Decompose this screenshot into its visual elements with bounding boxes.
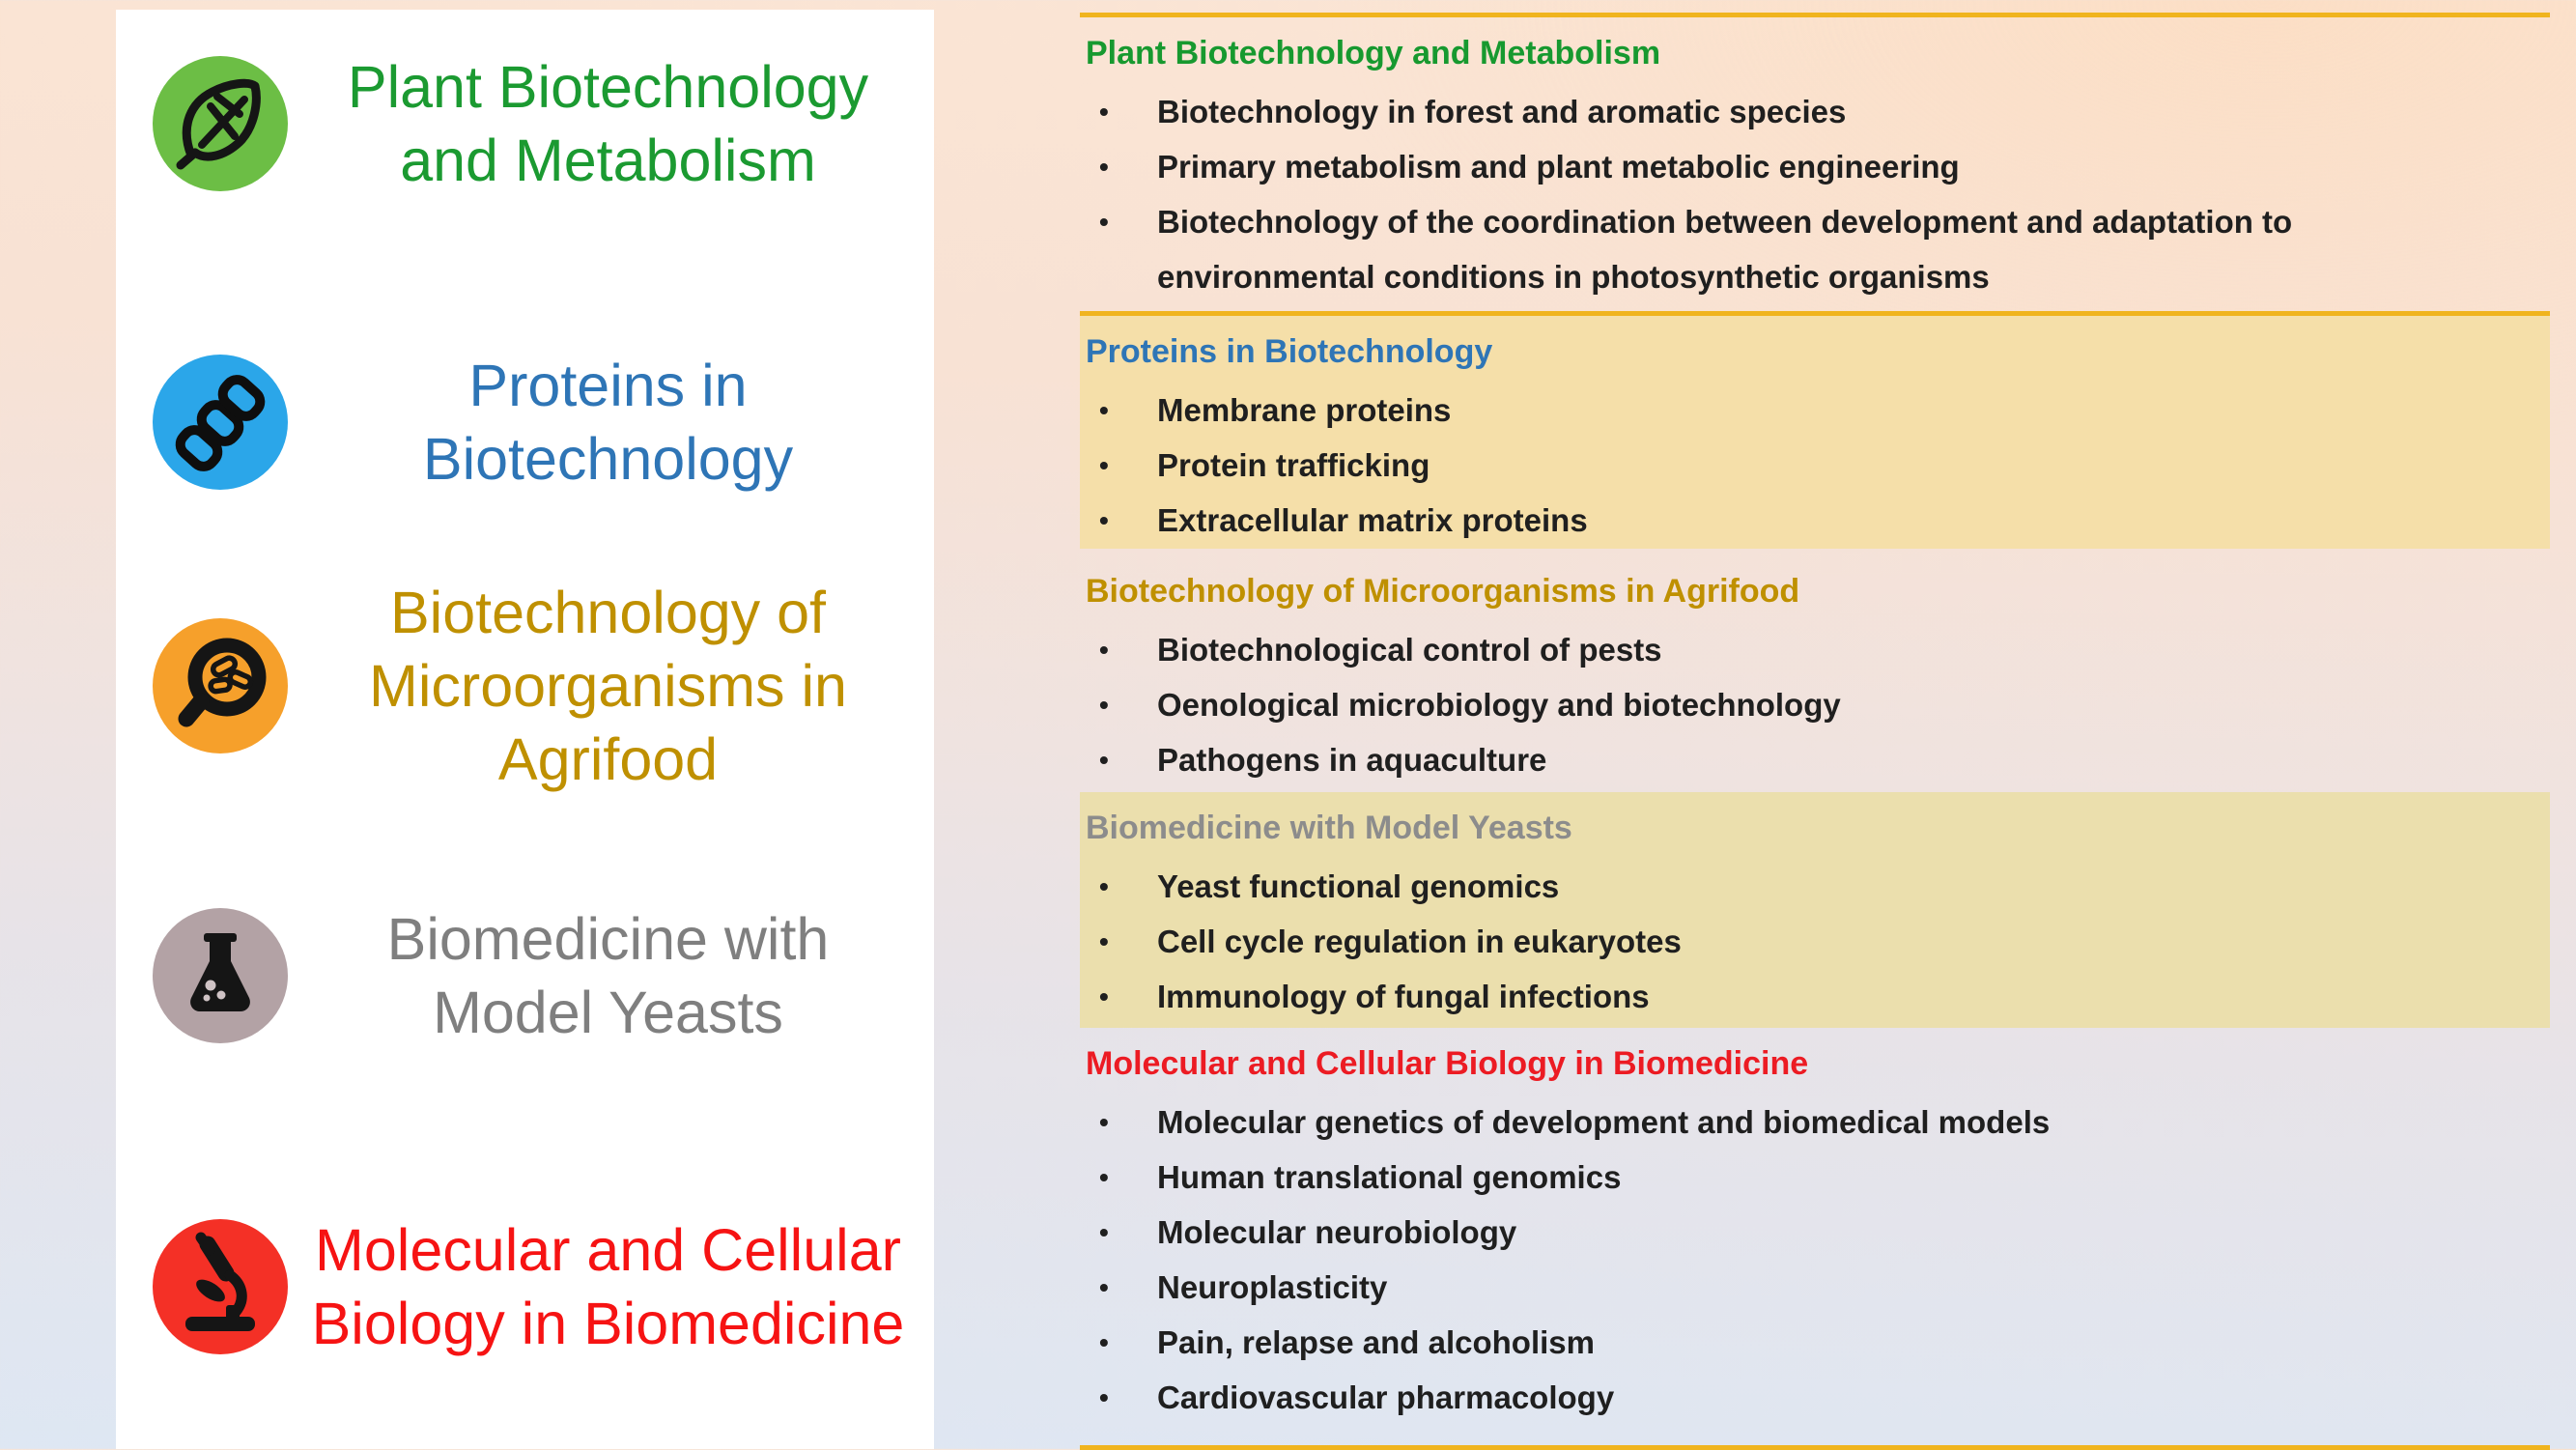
sidebar-item-proteins — [116, 355, 934, 490]
section-title: Molecular and Cellular Biology in Biomedicine — [1086, 1045, 1809, 1082]
bullet-item: • Biotechnology of the coordination between development and adaptation to environmental conditions in photosynthetic organisms — [1086, 194, 2384, 304]
label-line: and Metabolism — [400, 128, 816, 193]
section-proteins — [1080, 316, 2550, 549]
label-line: Molecular and Cellular — [315, 1217, 901, 1283]
label-line: Agrifood — [497, 726, 719, 792]
bullet-list — [1086, 1095, 2521, 1425]
label-line: Biomedicine with — [386, 906, 830, 972]
section-title: Plant Biotechnology and Metabolism — [1086, 35, 1661, 71]
microbe-magnifier-icon — [153, 618, 288, 753]
bullet-list — [1086, 859, 2521, 1024]
category-panel — [116, 10, 934, 1449]
sidebar-item-label — [288, 1213, 934, 1360]
label-line: Biology in Biomedicine — [311, 1291, 905, 1356]
sidebar-item-plant-biotechnology — [116, 56, 934, 191]
label-line: Biotechnology — [422, 426, 794, 492]
bullet-item: • Biotechnological control of pests — [1086, 622, 2384, 677]
bullet-list — [1086, 622, 2521, 787]
label-line: Microorganisms in — [369, 653, 847, 719]
section-title: Biotechnology of Microorganisms in Agrifood — [1086, 573, 1800, 610]
divider-bottom — [1080, 1445, 2550, 1450]
sidebar-item-label — [288, 50, 934, 197]
bullet-item: • Protein trafficking — [1086, 438, 2384, 493]
section-model-yeasts — [1080, 792, 2550, 1028]
bullet-item: • Oenological microbiology and biotechnology — [1086, 677, 2384, 732]
bullet-item: • Biotechnology in forest and aromatic species — [1086, 84, 2384, 139]
bullet-item: • Molecular neurobiology — [1086, 1205, 2384, 1260]
section-molecular-biology — [1080, 1028, 2550, 1445]
label-line: Model Yeasts — [433, 980, 783, 1045]
leaf-icon — [153, 56, 288, 191]
bullet-item: • Yeast functional genomics — [1086, 859, 2384, 914]
bullet-item: • Immunology of fungal infections — [1086, 969, 2384, 1024]
sidebar-item-label — [288, 349, 934, 496]
sidebar-item-model-yeasts — [116, 908, 934, 1043]
detail-panel — [1080, 13, 2550, 1450]
section-microorganisms — [1080, 549, 2550, 792]
sidebar-item-label — [288, 902, 934, 1049]
label-line: Plant Biotechnology — [347, 54, 869, 120]
section-plant-biotechnology — [1080, 17, 2550, 311]
bullet-item: • Cardiovascular pharmacology — [1086, 1370, 2384, 1425]
sidebar-item-microorganisms — [116, 580, 934, 792]
bullet-item: • Pathogens in aquaculture — [1086, 732, 2384, 787]
bullet-item: • Primary metabolism and plant metabolic engineering — [1086, 139, 2384, 194]
flask-icon — [153, 908, 288, 1043]
bullet-item: • Molecular genetics of development and biomedical models — [1086, 1095, 2384, 1150]
bullet-item: • Neuroplasticity — [1086, 1260, 2384, 1315]
sidebar-item-molecular-biology — [116, 1219, 934, 1354]
label-line: Biotechnology of — [389, 580, 827, 645]
protein-icon — [153, 355, 288, 490]
microscope-icon — [153, 1219, 288, 1354]
bullet-item: • Cell cycle regulation in eukaryotes — [1086, 914, 2384, 969]
sidebar-item-label — [288, 576, 934, 796]
bullet-item: • Extracellular matrix proteins — [1086, 493, 2384, 548]
section-title: Biomedicine with Model Yeasts — [1086, 810, 1572, 846]
bullet-item: • Pain, relapse and alcoholism — [1086, 1315, 2384, 1370]
bullet-list — [1086, 383, 2521, 548]
bullet-list — [1086, 84, 2521, 304]
bullet-item: • Membrane proteins — [1086, 383, 2384, 438]
bullet-item: • Human translational genomics — [1086, 1150, 2384, 1205]
section-title: Proteins in Biotechnology — [1086, 333, 1493, 370]
label-line: Proteins in — [468, 353, 748, 418]
